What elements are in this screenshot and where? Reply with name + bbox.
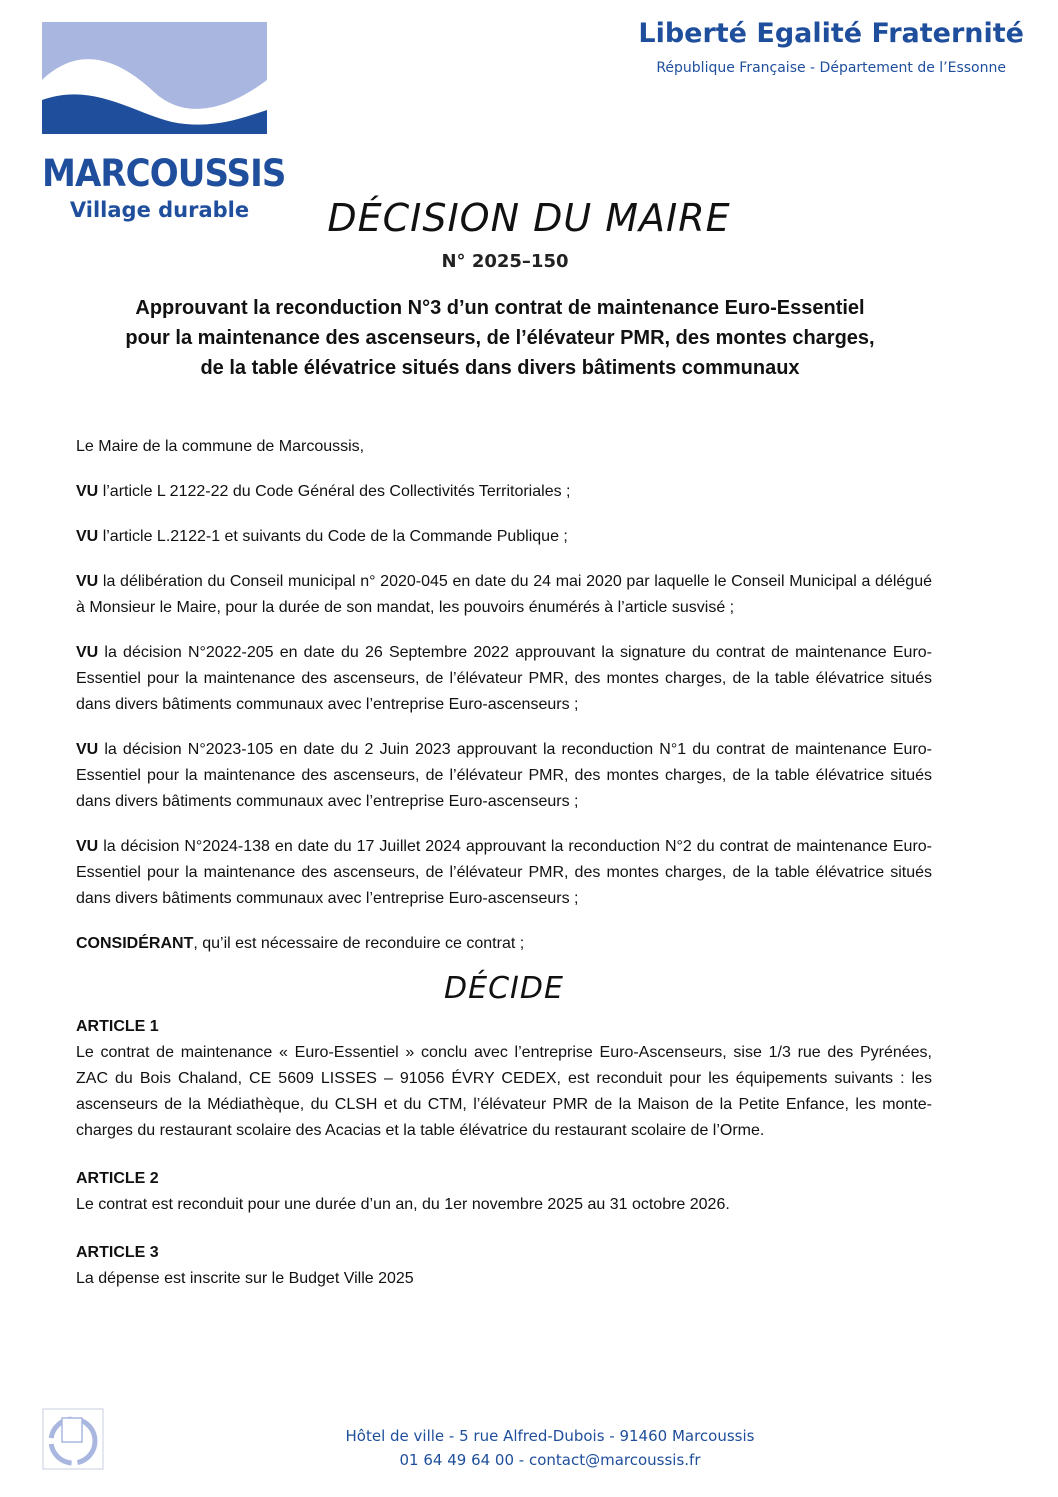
- republic-motto: Liberté Egalité Fraternité: [638, 18, 1024, 49]
- considerant-text: , qu’il est nécessaire de reconduire ce contrat ;: [193, 935, 525, 952]
- footer-address: Hôtel de ville - 5 rue Alfred-Dubois - 91460 Marcoussis: [345, 1427, 755, 1445]
- article-1-title: ARTICLE 1: [76, 1018, 159, 1035]
- vu-paragraph: [76, 479, 932, 505]
- vu-paragraph: [76, 524, 932, 550]
- vu-label: VU: [76, 838, 99, 855]
- decide-heading: DÉCIDE: [444, 971, 564, 1006]
- recycled-paper-icon: [42, 1408, 104, 1470]
- footer-phone-email: 01 64 49 64 00 - contact@marcoussis.fr: [399, 1451, 701, 1469]
- logo-name: MARCOUSSIS: [42, 152, 286, 195]
- decision-title: DÉCISION DU MAIRE: [327, 196, 731, 240]
- republic-subtitle: République Française - Département de l’Essonne: [656, 60, 1006, 76]
- wave-logo-icon: [42, 22, 267, 134]
- article-3-title: ARTICLE 3: [76, 1244, 159, 1261]
- vu-text: l’article L.2122-1 et suivants du Code de la Commande Publique ;: [102, 528, 568, 545]
- vu-label: VU: [76, 528, 99, 545]
- vu-paragraph: [76, 569, 932, 621]
- logo-tagline: Village durable: [69, 198, 250, 222]
- vu-text: la délibération du Conseil municipal n° 2020-045 en date du 24 mai 2020 par laquelle le Conseil Municipal a délégué à Monsieur le Maire, pour la durée de son mandat, les pouvoirs énumérés à l’article susvisé ;: [76, 573, 932, 616]
- decision-subject: [60, 293, 940, 383]
- footer-contact: [240, 1424, 860, 1472]
- considerant-paragraph: [76, 931, 932, 957]
- marcoussis-logo: [42, 22, 286, 222]
- vu-label: VU: [76, 573, 99, 590]
- considerant-label: CONSIDÉRANT: [76, 935, 194, 952]
- vu-paragraph: [76, 640, 932, 718]
- decision-number: N° 2025–150: [441, 251, 569, 272]
- vu-text: la décision N°2023-105 en date du 2 Juin 2023 approuvant la reconduction N°1 du contrat de maintenance Euro-Essentiel pour la maintenance des ascenseurs, de l’élévateur PMR, des montes charges, de la table élévatrice situés dans divers bâtiments communaux avec l’entreprise Euro-ascenseurs ;: [76, 741, 932, 810]
- subject-line: Approuvant la reconduction N°3 d’un contrat de maintenance Euro-Essentiel: [135, 297, 865, 319]
- article-3-body: La dépense est inscrite sur le Budget Ville 2025: [76, 1270, 414, 1287]
- vu-paragraph: [76, 737, 932, 815]
- vu-text: la décision N°2024-138 en date du 17 Juillet 2024 approuvant la reconduction N°2 du contrat de maintenance Euro-Essentiel pour la maintenance des ascenseurs, de l’élévateur PMR, des montes charges, de la table élévatrice situés dans divers bâtiments communaux avec l’entreprise Euro-ascenseurs ;: [76, 838, 933, 907]
- article-2-title: ARTICLE 2: [76, 1170, 159, 1187]
- vu-text: la décision N°2022-205 en date du 26 Septembre 2022 approuvant la signature du contrat de maintenance Euro-Essentiel pour la maintenance des ascenseurs, de l’élévateur PMR, des montes charges, de la table élévatrice situés dans divers bâtiments communaux avec l’entreprise Euro-ascenseurs ;: [76, 644, 932, 713]
- vu-label: VU: [76, 483, 99, 500]
- vu-paragraph: [76, 834, 932, 912]
- article-2-body: Le contrat est reconduit pour une durée d’un an, du 1er novembre 2025 au 31 octobre 2026.: [76, 1196, 730, 1213]
- decision-body: [76, 434, 932, 1314]
- subject-line: pour la maintenance des ascenseurs, de l’élévateur PMR, des montes charges,: [125, 327, 875, 349]
- vu-label: VU: [76, 644, 99, 661]
- vu-label: VU: [76, 741, 99, 758]
- intro-paragraph: Le Maire de la commune de Marcoussis,: [76, 438, 365, 455]
- subject-line: de la table élévatrice situés dans divers bâtiments communaux: [200, 357, 800, 379]
- vu-text: l’article L 2122-22 du Code Général des Collectivités Territoriales ;: [102, 483, 571, 500]
- article-1-body: Le contrat de maintenance « Euro-Essentiel » conclu avec l’entreprise Euro-Ascenseurs, sise 1/3 rue des Pyrénées, ZAC du Bois Chaland, CE 5609 LISSES – 91056 ÉVRY CEDEX, est reconduit pour les équipements suivants : les ascenseurs de la Médiathèque, du CLSH et du CTM, l’élévateur PMR de la Maison de la Petite Enfance, les monte-charges du restaurant scolaire des Acacias et la table élévatrice du restaurant scolaire de l’Orme.: [76, 1044, 932, 1139]
